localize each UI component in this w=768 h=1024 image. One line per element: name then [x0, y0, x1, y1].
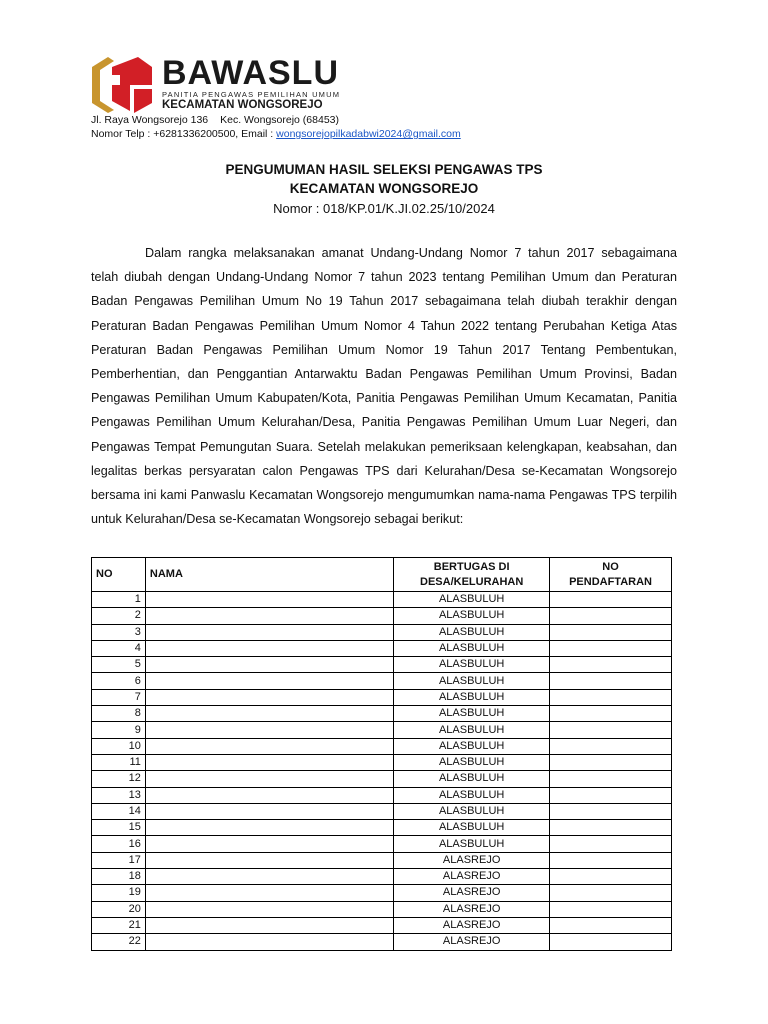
cell-no: 15	[92, 820, 146, 836]
address-line	[91, 113, 461, 127]
cell-nama	[145, 787, 393, 803]
cell-pendaftaran	[550, 917, 672, 933]
cell-no: 10	[92, 738, 146, 754]
org-unit: KECAMATAN WONGSOREJO	[162, 99, 323, 111]
table-row	[92, 820, 672, 836]
cell-pendaftaran	[550, 803, 672, 819]
cell-desa: ALASBULUH	[394, 608, 550, 624]
cell-pendaftaran	[550, 608, 672, 624]
cell-desa: ALASREJO	[394, 901, 550, 917]
cell-desa: ALASBULUH	[394, 803, 550, 819]
cell-pendaftaran	[550, 657, 672, 673]
results-table	[91, 557, 672, 951]
contact-line	[91, 127, 461, 141]
cell-desa: ALASBULUH	[394, 722, 550, 738]
cell-desa: ALASREJO	[394, 869, 550, 885]
cell-nama	[145, 852, 393, 868]
cell-no: 12	[92, 771, 146, 787]
cell-pendaftaran	[550, 640, 672, 656]
cell-pendaftaran	[550, 592, 672, 608]
header-desa-line2: DESA/KELURAHAN	[420, 575, 524, 588]
logo-red-shape-2	[134, 89, 152, 113]
table-row	[92, 592, 672, 608]
cell-nama	[145, 754, 393, 770]
cell-desa: ALASBULUH	[394, 836, 550, 852]
cell-pendaftaran	[550, 885, 672, 901]
cell-desa: ALASBULUH	[394, 820, 550, 836]
header-pend-line2: PENDAFTARAN	[569, 575, 652, 588]
cell-pendaftaran	[550, 624, 672, 640]
header-no: NO	[92, 558, 146, 592]
cell-no: 5	[92, 657, 146, 673]
cell-no: 21	[92, 917, 146, 933]
cell-no: 9	[92, 722, 146, 738]
email-link[interactable]: wongsorejopilkadabwi2024@gmail.com	[276, 128, 461, 140]
table-row	[92, 624, 672, 640]
cell-desa: ALASBULUH	[394, 657, 550, 673]
org-subtitle: PANITIA PENGAWAS PEMILIHAN UMUM	[162, 90, 341, 99]
cell-no: 6	[92, 673, 146, 689]
cell-nama	[145, 820, 393, 836]
table-row	[92, 754, 672, 770]
cell-nama	[145, 706, 393, 722]
cell-nama	[145, 771, 393, 787]
cell-desa: ALASBULUH	[394, 787, 550, 803]
bawaslu-logo-icon	[90, 55, 154, 113]
table-row	[92, 885, 672, 901]
cell-pendaftaran	[550, 869, 672, 885]
table-row	[92, 803, 672, 819]
cell-desa: ALASBULUH	[394, 738, 550, 754]
cell-pendaftaran	[550, 689, 672, 705]
cell-no: 16	[92, 836, 146, 852]
table-row	[92, 917, 672, 933]
header-pendaftaran	[550, 558, 672, 592]
table-header-row	[92, 558, 672, 592]
cell-no: 22	[92, 934, 146, 950]
cell-desa: ALASREJO	[394, 917, 550, 933]
cell-pendaftaran	[550, 820, 672, 836]
cell-desa: ALASBULUH	[394, 754, 550, 770]
header-desa	[394, 558, 550, 592]
cell-pendaftaran	[550, 673, 672, 689]
body-paragraph: Dalam rangka melaksanakan amanat Undang-Undang Nomor 7 tahun 2017 sebagaimana telah diubah dengan Undang-Undang Nomor 7 tahun 2023 tentang Pemilihan Umum dan Peraturan Badan Pengawas Pemilihan Umum No 19 Tahun 2017 sebagaimana telah diubah terakhir dengan Peraturan Badan Pengawas Pemilihan Umum Nomor 4 Tahun 2022 tentang Perubahan Ketiga Atas Peraturan Badan Pengawas Pemilihan Umum Nomor 19 Tahun 2017 Tentang Pembentukan, Pemberhentian, dan Penggantian Antarwaktu Badan Pengawas Pemilihan Umum Provinsi, Badan Pengawas Pemilihan Umum Kabupaten/Kota, Panitia Pengawas Pemilihan Umum Kecamatan, Panitia Pengawas Pemilihan Umum Kelurahan/Desa, Panitia Pengawas Pemilihan Umum Luar Negeri, dan Pengawas Tempat Pemungutan Suara. Setelah melakukan pemeriksaan kelengkapan, keabsahan, dan legalitas berkas persyaratan calon Pengawas TPS dari Kelurahan/Desa se-Kecamatan Wongsorejo bersama ini kami Panwaslu Kecamatan Wongsorejo mengumumkan nama-nama Pengawas TPS terpilih untuk Kelurahan/Desa se-Kecamatan Wongsorejo sebagai berikut:	[91, 246, 677, 527]
cell-desa: ALASREJO	[394, 885, 550, 901]
cell-nama	[145, 657, 393, 673]
cell-pendaftaran	[550, 901, 672, 917]
table-row	[92, 787, 672, 803]
cell-pendaftaran	[550, 771, 672, 787]
cell-no: 8	[92, 706, 146, 722]
cell-no: 20	[92, 901, 146, 917]
cell-pendaftaran	[550, 836, 672, 852]
table-body	[92, 592, 672, 951]
header-nama: NAMA	[145, 558, 393, 592]
cell-desa: ALASBULUH	[394, 673, 550, 689]
cell-nama	[145, 722, 393, 738]
cell-nama	[145, 624, 393, 640]
cell-nama	[145, 934, 393, 950]
table-row	[92, 869, 672, 885]
address-block	[91, 113, 461, 141]
cell-desa: ALASREJO	[394, 934, 550, 950]
header-pend-line1: NO	[602, 560, 619, 573]
table-row	[92, 706, 672, 722]
cell-nama	[145, 803, 393, 819]
cell-no: 18	[92, 869, 146, 885]
header-desa-line1: BERTUGAS DI	[433, 560, 510, 573]
cell-pendaftaran	[550, 738, 672, 754]
org-name: BAWASLU	[162, 54, 339, 92]
table-row	[92, 771, 672, 787]
table-row	[92, 901, 672, 917]
address-district: Kec. Wongsorejo (68453)	[220, 114, 339, 126]
cell-no: 3	[92, 624, 146, 640]
cell-pendaftaran	[550, 852, 672, 868]
cell-pendaftaran	[550, 722, 672, 738]
cell-pendaftaran	[550, 706, 672, 722]
cell-nama	[145, 901, 393, 917]
cell-desa: ALASBULUH	[394, 640, 550, 656]
cell-pendaftaran	[550, 787, 672, 803]
table-row	[92, 722, 672, 738]
cell-no: 14	[92, 803, 146, 819]
cell-nama	[145, 836, 393, 852]
cell-desa: ALASBULUH	[394, 592, 550, 608]
cell-nama	[145, 640, 393, 656]
cell-no: 2	[92, 608, 146, 624]
cell-desa: ALASBULUH	[394, 689, 550, 705]
document-number: Nomor : 018/KP.01/K.JI.02.25/10/2024	[273, 201, 495, 216]
cell-desa: ALASBULUH	[394, 771, 550, 787]
cell-nama	[145, 608, 393, 624]
table-row	[92, 852, 672, 868]
table-row	[92, 689, 672, 705]
cell-nama	[145, 869, 393, 885]
cell-nama	[145, 673, 393, 689]
cell-nama	[145, 885, 393, 901]
address-street: Jl. Raya Wongsorejo 136	[91, 114, 209, 126]
cell-pendaftaran	[550, 754, 672, 770]
cell-no: 7	[92, 689, 146, 705]
cell-no: 17	[92, 852, 146, 868]
table-row	[92, 934, 672, 950]
cell-desa: ALASREJO	[394, 852, 550, 868]
cell-no: 11	[92, 754, 146, 770]
table-row	[92, 738, 672, 754]
table-row	[92, 608, 672, 624]
table-row	[92, 657, 672, 673]
brand-block	[162, 56, 340, 112]
cell-nama	[145, 689, 393, 705]
table-row	[92, 836, 672, 852]
cell-desa: ALASBULUH	[394, 706, 550, 722]
phone-email-prefix: Nomor Telp : +6281336200500, Email :	[91, 128, 277, 140]
cell-nama	[145, 738, 393, 754]
cell-no: 4	[92, 640, 146, 656]
cell-desa: ALASBULUH	[394, 624, 550, 640]
announcement-subtitle: KECAMATAN WONGSOREJO	[289, 181, 479, 196]
cell-no: 19	[92, 885, 146, 901]
cell-no: 13	[92, 787, 146, 803]
cell-nama	[145, 917, 393, 933]
logo-gold-shape	[92, 57, 114, 113]
announcement-title: PENGUMUMAN HASIL SELEKSI PENGAWAS TPS	[225, 162, 543, 177]
cell-nama	[145, 592, 393, 608]
cell-no: 1	[92, 592, 146, 608]
table-row	[92, 673, 672, 689]
cell-pendaftaran	[550, 934, 672, 950]
table-row	[92, 640, 672, 656]
